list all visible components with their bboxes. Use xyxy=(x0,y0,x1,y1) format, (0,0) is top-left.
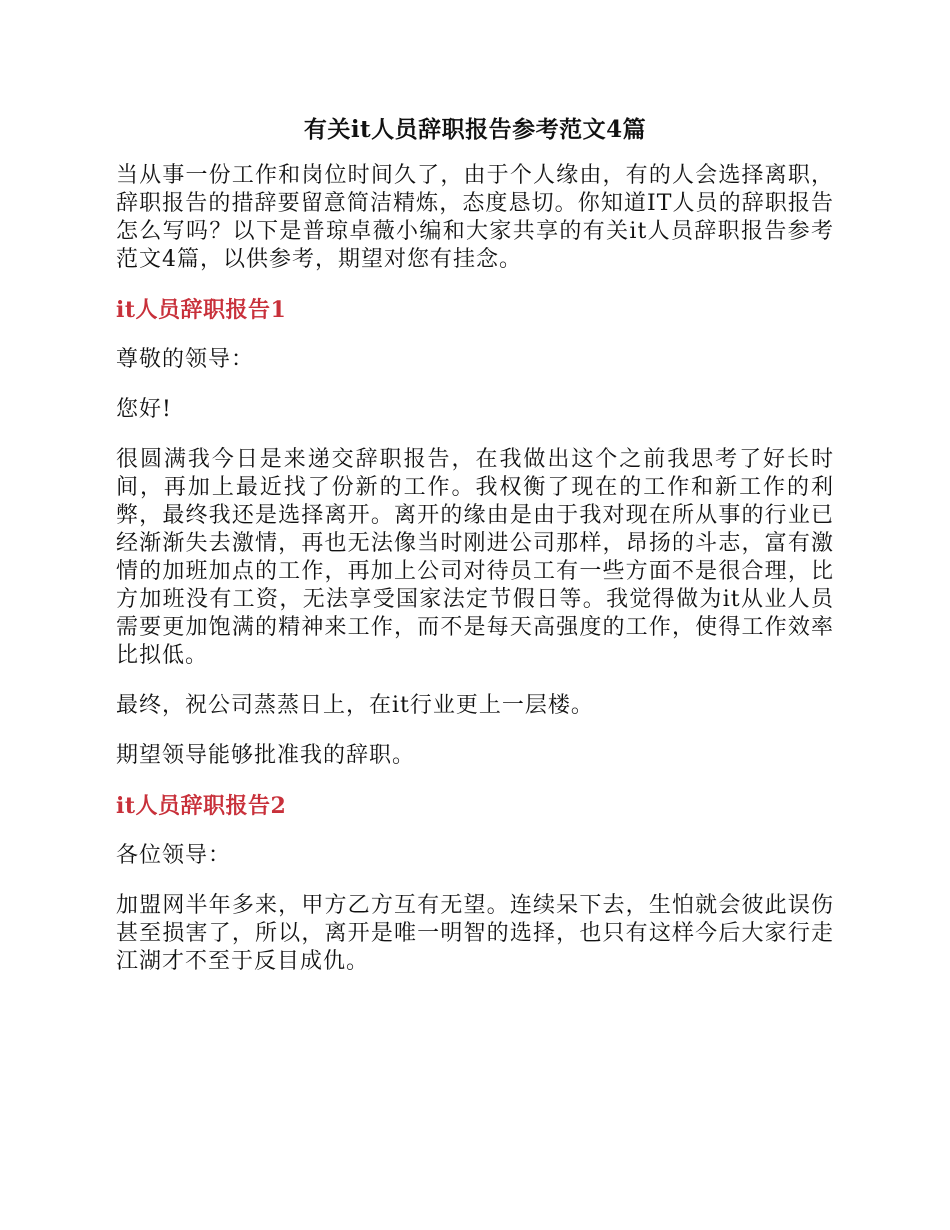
section-1-salutation: 尊敬的领导： xyxy=(116,347,255,372)
section-1-heading: it人员辞职报告1 xyxy=(116,297,287,323)
section-1-closing: 最终，祝公司蒸蒸日上，在it行业更上一层楼。 xyxy=(116,693,594,718)
section-2-body: 加盟网半年多来，甲方乙方互有无望。连续呆下去，生怕就会彼此误伤甚至损害了，所以，离开是唯一明智的选择，也只有这样今后大家行走江湖才不至于反目成仇。 xyxy=(116,893,834,974)
document-content xyxy=(116,112,834,998)
section-2-heading: it人员辞职报告2 xyxy=(116,793,287,819)
intro-paragraph: 当从事一份工作和岗位时间久了，由于个人缘由，有的人会选择离职，辞职报告的措辞要留意简洁精炼，态度恳切。你知道IT人员的辞职报告怎么写吗？以下是普琼卓薇小编和大家共享的有关it人员辞职报告参考范文4篇，以供参考，期望对您有挂念。 xyxy=(116,163,834,272)
document-title: 有关it人员辞职报告参考范文4篇 xyxy=(303,116,647,143)
section-1-request: 期望领导能够批准我的辞职。 xyxy=(116,743,416,768)
section-1-body: 很圆满我今日是来递交辞职报告，在我做出这个之前我思考了好长时间，再加上最近找了份新的工作。我权衡了现在的工作和新工作的利弊，最终我还是选择离开。离开的缘由是由于我对现在所从事的行业已经渐渐失去激情，再也无法像当时刚进公司那样，昂扬的斗志，富有激情的加班加点的工作，再加上公司对待员工有一些方面不是很合理，比方加班没有工资，无法享受国家法定节假日等。我觉得做为it从业人员需要更加饱满的精神来工作，而不是每天高强度的工作，使得工作效率比拟低。 xyxy=(116,447,834,668)
section-2-salutation: 各位领导： xyxy=(116,843,232,868)
section-1-greeting: 您好! xyxy=(116,397,172,422)
